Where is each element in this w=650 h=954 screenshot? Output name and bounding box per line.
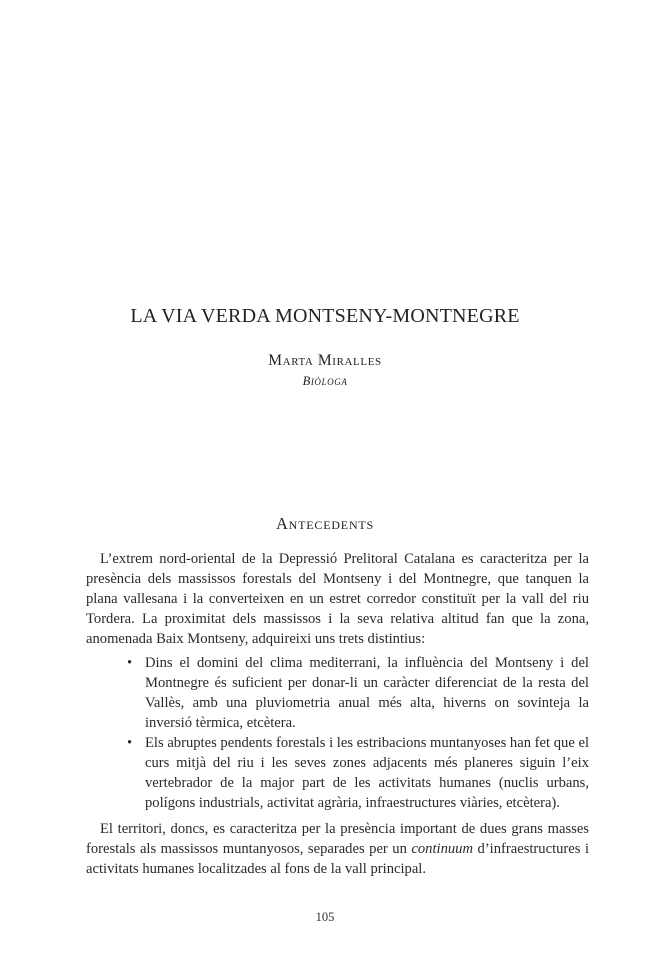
list-item-text: Els abruptes pendents forestals i les estribacions muntanyoses han fet que el curs mitjà del riu i les seves zones adjacents més planeres siguin l’eix vertebrador de la major part de les activitats humanes (nuclis urbans, polígons industrials, activitat agrària, infraestructures viàries, etcètera). [145,735,589,811]
list-item [127,733,589,813]
article-title: LA VIA VERDA MONTSENY-MONTNEGRE [130,305,520,327]
bullet-marker: • [127,735,133,751]
list-item-text: Dins el domini del clima mediterrani, la influència del Montseny i del Montnegre és suficient per donar-li un caràcter diferenciat de la resta del Vallès, amb una pluviometria anual més alta, hiverns on sovinteja la inversió tèrmica, etcètera. [145,655,589,731]
section-heading: Antecedents [275,514,375,533]
author-role: Biòloga [302,374,348,388]
list-item [127,653,589,733]
author-name: Marta Miralles [268,352,382,369]
intro-paragraph: L’extrem nord-oriental de la Depressió Prelitoral Catalana es caracteritza per la presència dels massissos forestals del Montseny i del Montnegre, que tanquen la plana vallesana i la converteixen en un estret corredor constituït per la vall del riu Tordera. La proximitat dels massissos i la seva relativa altitud fan que la zona, anomenada Baix Montseny, adquireixi uns trets distintius: [86,551,589,647]
bullet-list [86,653,589,813]
closing-text-start: El territori, doncs, es caracteritza per la presència important de dues grans masses forestals als massissos muntanyosos, separades per un [86,821,589,857]
closing-text-end: d’infraestructures i activitats humanes localitzades al fons de la vall principal. [86,841,589,877]
section-body [86,549,589,879]
bullet-marker: • [127,655,133,671]
page-number: 105 [315,910,335,924]
emphasized-term: continuum [411,841,474,857]
closing-paragraph [86,819,589,879]
